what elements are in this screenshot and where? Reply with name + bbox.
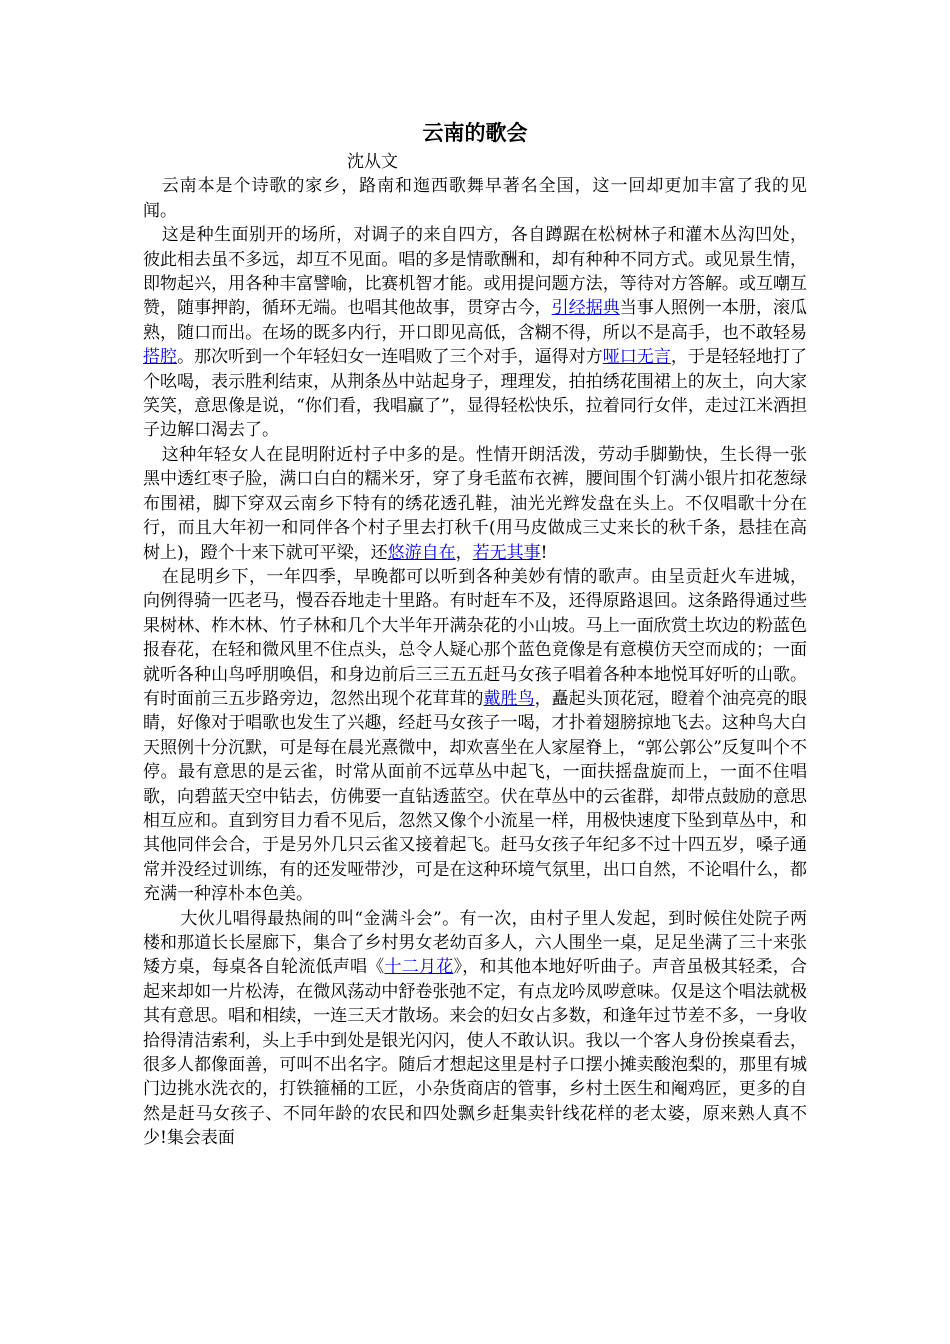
paragraph-text: 。那次听到一个年轻妇女一连唱败了三个对手，逼得对方: [177, 347, 603, 368]
dictionary-link[interactable]: 戴胜鸟: [483, 688, 535, 709]
paragraph-text: 云南本是个诗歌的家乡，路南和迤西歌舞早著名全国，这一回却更加丰富了我的见闻。: [143, 176, 807, 221]
dictionary-link[interactable]: 十二月花: [384, 957, 454, 978]
dictionary-link[interactable]: 哑口无言: [602, 347, 671, 368]
paragraph-text: 这种年轻女人在昆明附近村子中多的是。性情开朗活泼，劳动手脚勤快，生长得一张黑中透红枣子脸，满口白白的糯米牙，穿了身毛蓝布衣裤，腰间围个钉满小银片扣花葱绿布围裙，脚下穿双云南乡下特有的绣花透孔鞋，油光光辫发盘在头上。不仅唱歌十分在行，而且大年初一和同伴各个村子里去打秋千(用马皮做成三丈来长的秋千条，悬挂在高树上)，蹬个十来下就可平梁，还: [143, 444, 807, 563]
paragraph-text: 在昆明乡下，一年四季，早晚都可以听到各种美妙有情的歌声。由呈贡赶火车进城，向例得骑一匹老马，慢吞吞地走十里路。有时赶车不及，还得原路退回。这条路得通过些果树林、柞木林、竹子林和几个大半年开满杂花的小山坡。马上一面欣赏土坎边的粉蓝色报春花，在轻和微风里不住点头，总令人疑心那个蓝色竟像是有意模仿天空而成的；一面就听各种山鸟呼朋唤侣，和身边前后三三五五赶马女孩子唱着各种本地悦耳好听的山歌。有时面前三五步路旁边，忽然出现个花茸茸的: [143, 566, 807, 709]
paragraph-text: ，于是轻轻地打了个吆喝，表示胜利结束，从荆条丛中站起身子，理理发，拍拍绣花围裙上的灰土，向大家笑笑，意思像是说，“你们看，我唱赢了”，显得轻松快乐，拉着同行女伴，走过江米酒担子边解口渴去了。: [143, 347, 808, 441]
paragraph-text: !: [540, 542, 548, 563]
paragraph-text: ，: [455, 542, 473, 563]
paragraph-text: 这是种生面别开的场所，对调子的来自四方，各自蹲踞在松树林子和灌木丛沟凹处，彼此相去虽不多远，却互不见面。唱的多是情歌酬和，却有种种不同方式。或见景生情，即物起兴，用各种丰富譬喻，比赛机智才能。或用提问题方法，等待对方答解。或互嘲互赞，随事押韵，循环无端。也唱其他故事，贯穿古今，: [143, 225, 807, 319]
paragraph: [143, 174, 807, 223]
paragraph-text: ，矗起头顶花冠，瞪着个油亮亮的眼睛，好像对于唱歌也发生了兴趣，经赶马女孩子一喝，才扑着翅膀掠地飞去。这种鸟大白天照例十分沉默，可是每在晨光熹微中，却欢喜坐在人家屋脊上，“郭公郭公”反复叫个不停。最有意思的是云雀，时常从面前不远草丛中起飞，一面扶摇盘旋而上，一面不住唱歌，向碧蓝天空中钻去，仿佛要一直钻透蓝空。伏在草丛中的云雀群，却带点鼓励的意思相互应和。直到穷目力看不见后，忽然又像个小流星一样，用极快速度下坠到草丛中，和其他同伴会合，于是另外几只云雀又接着起飞。赶马女孩子年纪多不过十四五岁，嗓子通常并没经过训练，有的还发哑带沙，可是在这种环境气氛里，出口自然，不论唱什么，都充满一种淳朴本色美。: [143, 688, 808, 905]
document-page: [143, 118, 807, 1151]
author-name: 沈从文: [347, 152, 398, 172]
dictionary-link[interactable]: 悠游自在: [387, 542, 456, 563]
paragraph: [143, 443, 807, 565]
dictionary-link[interactable]: 若无其事: [472, 542, 541, 563]
paragraph: [143, 907, 807, 1151]
paragraph-text: 大伙儿唱得最热闹的叫“金满斗会”。有一次，由村子里人发起，到时候住处院子两楼和那道长长屋廊下，集合了乡村男女老幼百多人，六人围坐一桌，足足坐满了三十来张矮方桌，每桌各自轮流低声唱《: [143, 908, 807, 978]
paragraph-text: 》，和其他本地好听曲子。声音虽极其轻柔，合起来却如一片松涛，在微风荡动中舒卷张弛不定，有点龙吟凤哕意味。仅是这个唱法就极其有意思。唱和相续，一连三天才散场。来会的妇女占多数，和逢年过节差不多，一身收拾得清洁索利，头上手中到处是银光闪闪，使人不敢认识。我以一个客人身份挨桌看去，很多人都像面善，可叫不出名字。随后才想起这里是村子口摆小摊卖酸泡梨的，那里有城门边挑水洗衣的，打铁箍桶的工匠，小杂货商店的管事，乡村土医生和阉鸡匠，更多的自然是赶马女孩子、不同年龄的农民和四处飘乡赶集卖针线花样的老太婆，原来熟人真不少!集会表面: [143, 957, 807, 1149]
dictionary-link[interactable]: 搭腔: [143, 347, 178, 368]
dictionary-link[interactable]: 引经据典: [551, 298, 620, 319]
paragraph-text: 当事人照例一本册，滚瓜熟，随口而出。在场的既多内行，开口即见高低，含糊不得，所以不是高手，也不敢轻易: [143, 298, 808, 343]
article-title: 云南的歌会: [422, 120, 528, 145]
paragraph: [143, 565, 807, 907]
article-body: [143, 174, 807, 1150]
paragraph: [143, 223, 807, 443]
